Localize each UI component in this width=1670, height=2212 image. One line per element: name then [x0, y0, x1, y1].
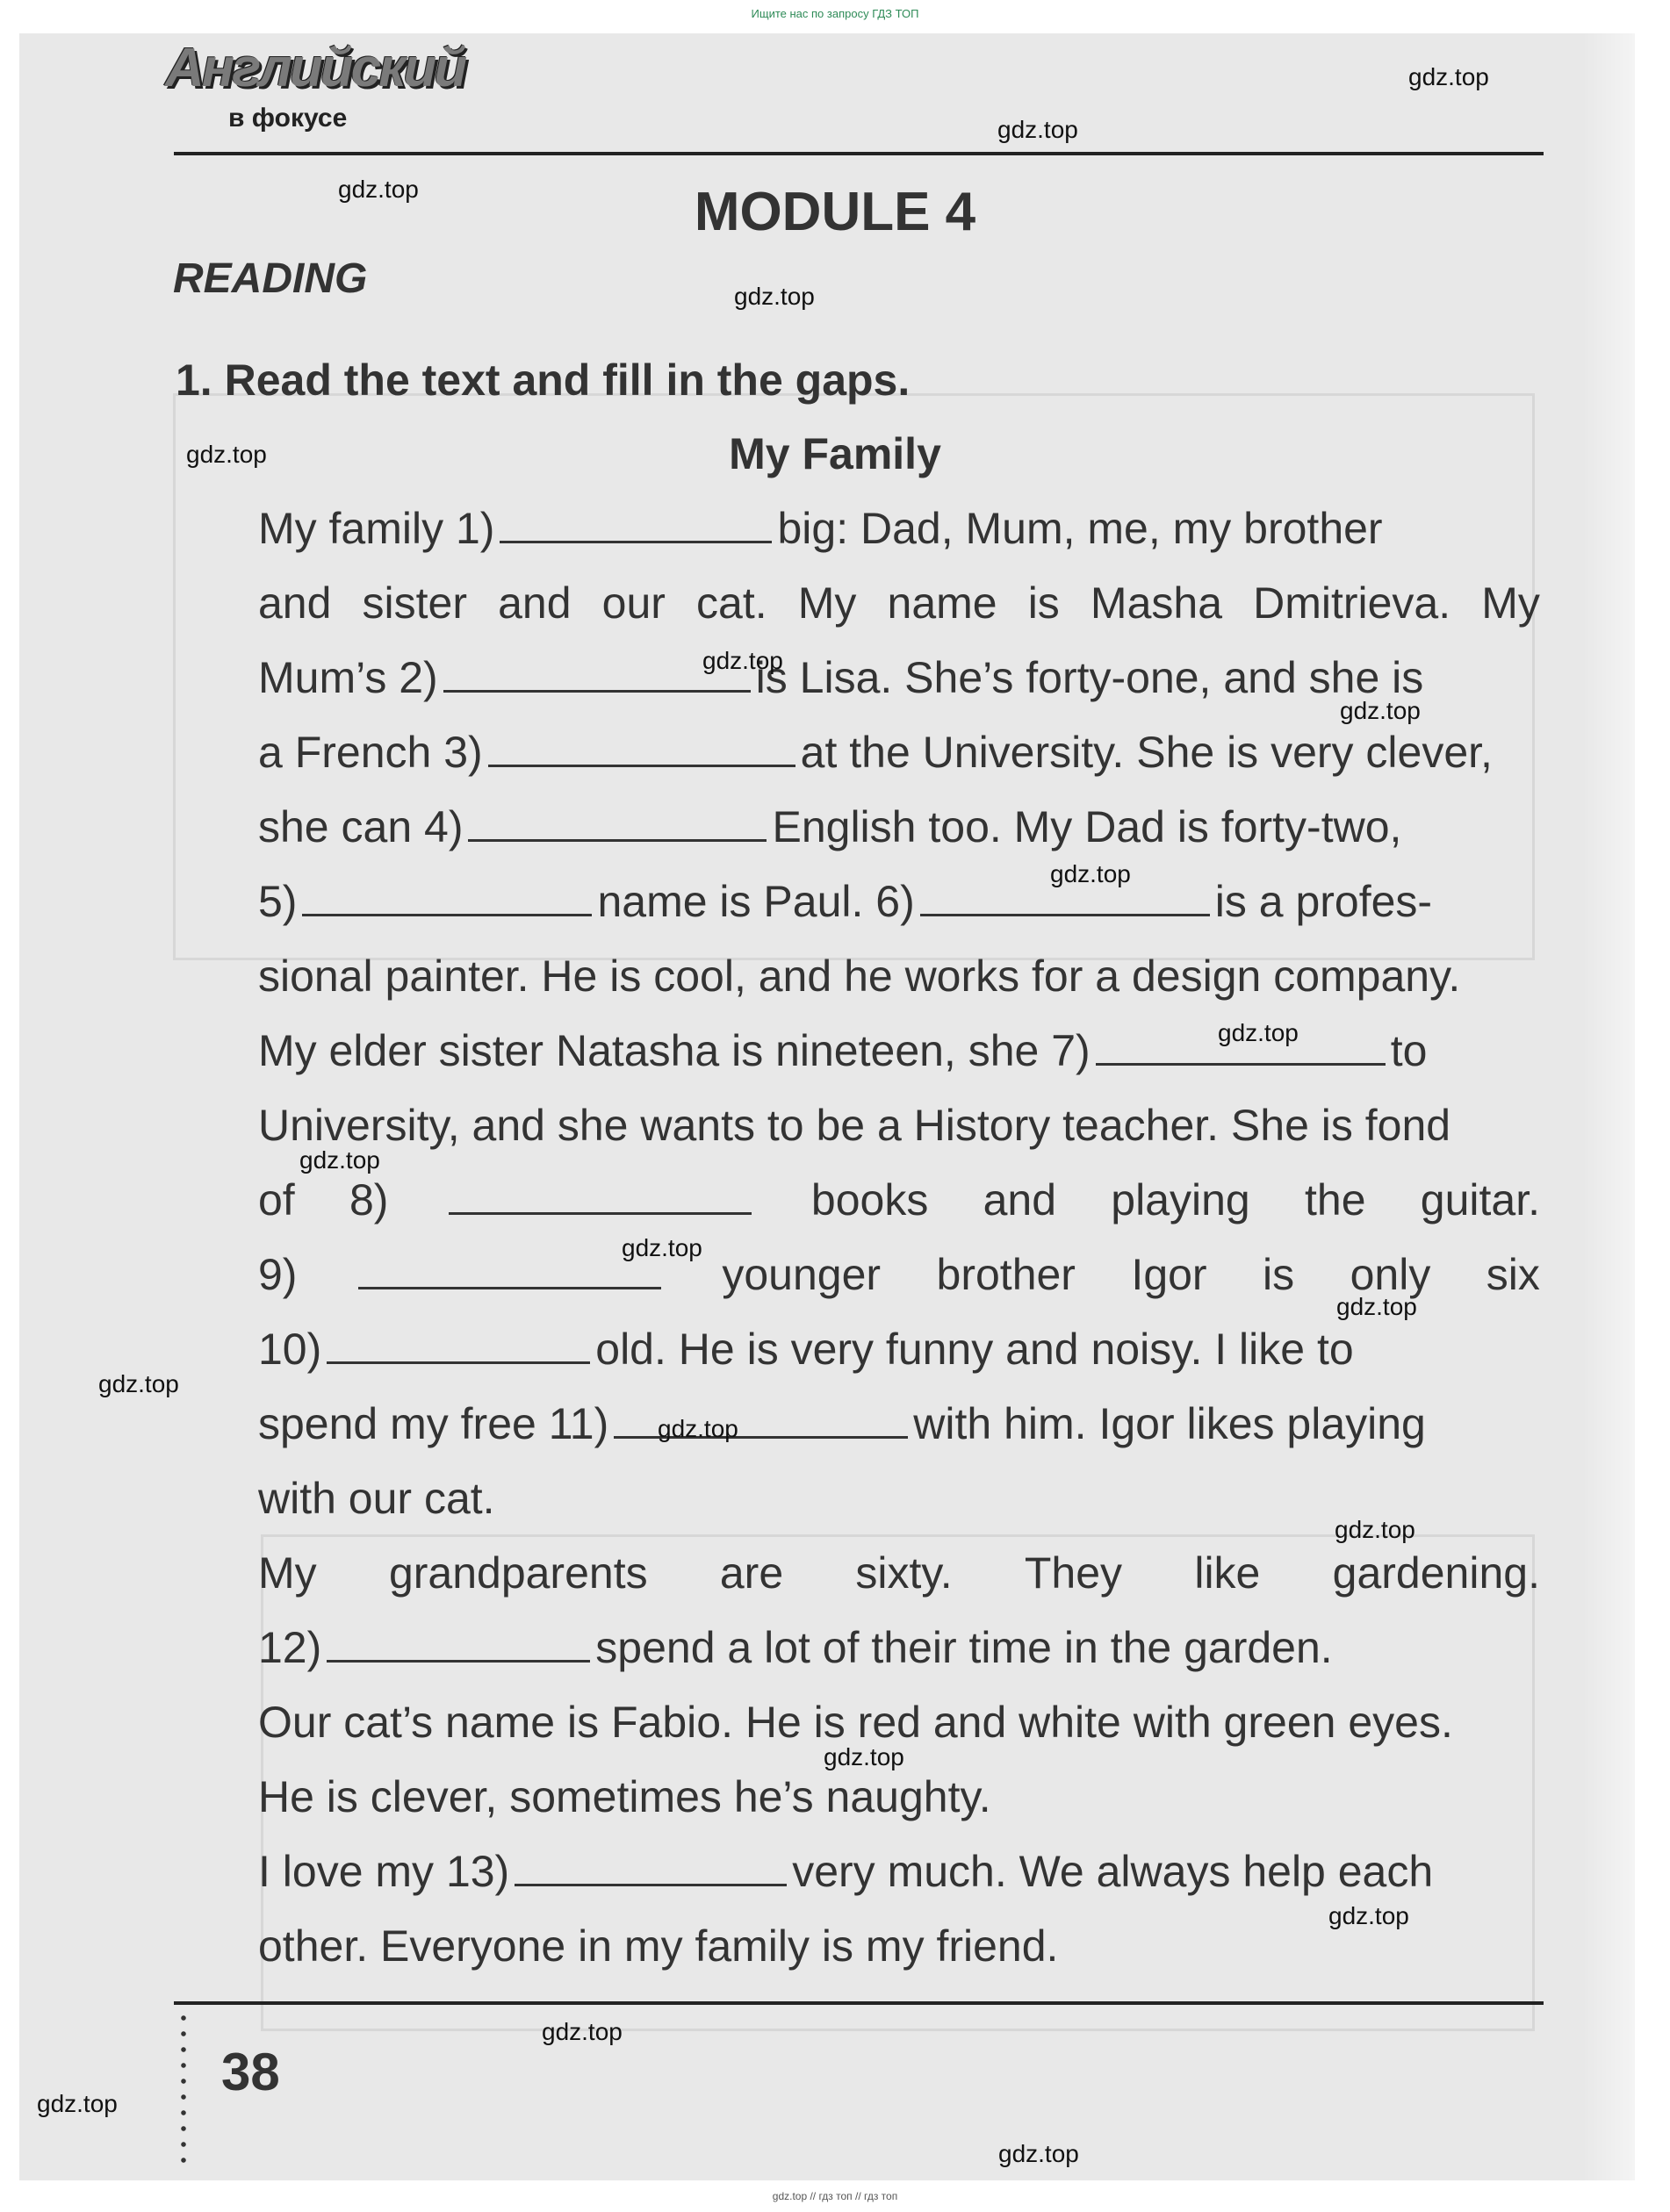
word: brother	[936, 1250, 1076, 1299]
textbook-logo-subtitle: в фокусе	[228, 104, 348, 133]
word: My	[1481, 578, 1540, 628]
word: Igor	[1131, 1250, 1207, 1299]
line-text: name is Paul. 6)	[597, 877, 915, 926]
line-text: she can 4)	[258, 802, 464, 851]
word: and	[258, 578, 332, 628]
watermark: gdz.top	[1335, 1516, 1415, 1543]
blank-gap-5[interactable]	[302, 875, 592, 916]
text-line-6	[258, 875, 1540, 928]
line-text: 12)	[258, 1623, 322, 1672]
text-line-19	[258, 1845, 1540, 1898]
watermark: gdz.top	[998, 2140, 1079, 2167]
line-text: My elder sister Natasha is nineteen, she 7)	[258, 1026, 1091, 1075]
line-text: English too. My Dad is forty-two,	[772, 802, 1402, 851]
watermark: gdz.top	[1328, 1902, 1409, 1929]
text-line-5	[258, 801, 1540, 853]
text-line-9: University, and she wants to be a History teacher. She is fond	[258, 1101, 1451, 1150]
word: and	[983, 1175, 1057, 1224]
text-line-16	[258, 1621, 1540, 1674]
text-title: My Family	[729, 429, 941, 478]
word: our	[601, 578, 666, 628]
text-line-12	[258, 1323, 1540, 1375]
word: grandparents	[388, 1548, 648, 1598]
word: gardening.	[1332, 1548, 1540, 1598]
watermark: gdz.top	[734, 283, 815, 310]
header-rule	[174, 152, 1544, 155]
watermark: gdz.top	[824, 1743, 904, 1770]
line-text: with him. Igor likes playing	[913, 1399, 1426, 1448]
line-text: Mum’s 2)	[258, 653, 438, 702]
text-line-17: Our cat’s name is Fabio. He is red and white with green eyes.	[258, 1698, 1453, 1747]
word: My	[258, 1548, 317, 1598]
word: Masha	[1090, 578, 1222, 628]
blank-gap-10[interactable]	[327, 1323, 590, 1364]
text-line-10	[258, 1174, 1540, 1226]
section-heading: READING	[173, 255, 368, 302]
word: sixty.	[855, 1548, 953, 1598]
word: is	[1027, 578, 1060, 628]
footer-dots	[180, 2010, 187, 2168]
top-search-notice: Ищите нас по запросу ГДЗ ТОП	[751, 7, 919, 20]
line-text: 10)	[258, 1325, 322, 1374]
word: They	[1024, 1548, 1123, 1598]
textbook-logo: Английский	[165, 38, 465, 98]
watermark: gdz.top	[299, 1146, 380, 1174]
text-line-2	[258, 577, 1540, 629]
watermark: gdz.top	[702, 647, 783, 674]
text-line-18: He is clever, sometimes he’s naughty.	[258, 1772, 991, 1821]
line-text: to	[1390, 1026, 1428, 1075]
word: playing	[1111, 1175, 1250, 1224]
blank-gap-8[interactable]	[449, 1174, 752, 1215]
watermark: gdz.top	[1050, 860, 1131, 887]
text-line-8	[258, 1024, 1540, 1077]
word: cat.	[696, 578, 767, 628]
word: name	[887, 578, 997, 628]
line-text: a French 3)	[258, 728, 483, 777]
line-text: 5)	[258, 877, 298, 926]
blank-gap-4[interactable]	[468, 801, 767, 842]
blank-gap-12[interactable]	[327, 1621, 590, 1663]
watermark: gdz.top	[658, 1415, 738, 1442]
text-line-14: with our cat.	[258, 1474, 495, 1523]
watermark: gdz.top	[338, 176, 419, 203]
text-line-7: sional painter. He is cool, and he works for a design company.	[258, 952, 1461, 1001]
word: My	[797, 578, 857, 628]
footer-rule	[174, 2001, 1544, 2005]
exercise-instruction: 1. Read the text and fill in the gaps.	[176, 356, 911, 405]
blank-gap-13[interactable]	[515, 1845, 787, 1886]
word: and	[498, 578, 572, 628]
word: Dmitrieva.	[1253, 578, 1451, 628]
word: sister	[362, 578, 468, 628]
line-text: is a profes-	[1214, 877, 1433, 926]
line-text: is Lisa. She’s forty-one, and she is	[755, 653, 1424, 702]
line-text: at the University. She is very clever,	[800, 728, 1493, 777]
line-text: I love my 13)	[258, 1847, 510, 1896]
text-line-20: other. Everyone in my family is my friend.	[258, 1921, 1059, 1971]
line-text: My family 1)	[258, 504, 495, 553]
word: books	[810, 1175, 929, 1224]
watermark: gdz.top	[997, 116, 1078, 143]
text-line-15	[258, 1547, 1540, 1599]
line-text: old. He is very funny and noisy. I like to	[595, 1325, 1354, 1374]
text-line-1	[258, 502, 1540, 555]
word: six	[1486, 1250, 1540, 1299]
word: 9)	[258, 1250, 298, 1299]
watermark: gdz.top	[622, 1234, 702, 1261]
line-text: spend a lot of their time in the garden.	[595, 1623, 1333, 1672]
bottom-notice: gdz.top // гдз топ // гдз топ	[772, 2190, 898, 2202]
text-line-3	[258, 651, 1540, 704]
word: is	[1263, 1250, 1295, 1299]
blank-gap-1[interactable]	[500, 502, 772, 543]
watermark: gdz.top	[1340, 697, 1421, 724]
line-text: very much. We always help each	[792, 1847, 1434, 1896]
text-line-4	[258, 726, 1540, 779]
line-text: big: Dad, Mum, me, my brother	[777, 504, 1383, 553]
text-line-13	[258, 1397, 1540, 1450]
word: only	[1350, 1250, 1431, 1299]
word: the	[1305, 1175, 1366, 1224]
watermark: gdz.top	[98, 1370, 179, 1397]
word: 8)	[349, 1175, 389, 1224]
watermark: gdz.top	[186, 441, 267, 468]
watermark: gdz.top	[1408, 63, 1489, 90]
word: like	[1194, 1548, 1261, 1598]
blank-gap-9[interactable]	[358, 1248, 661, 1289]
blank-gap-3[interactable]	[488, 726, 795, 767]
word: guitar.	[1420, 1175, 1540, 1224]
watermark: gdz.top	[1336, 1293, 1417, 1320]
watermark: gdz.top	[542, 2018, 623, 2045]
module-title: MODULE 4	[694, 182, 976, 242]
word: younger	[722, 1250, 882, 1299]
line-text: spend my free 11)	[258, 1399, 609, 1448]
watermark: gdz.top	[1218, 1019, 1299, 1046]
page-number: 38	[221, 2043, 280, 2101]
word: of	[258, 1175, 295, 1224]
watermark: gdz.top	[37, 2090, 118, 2117]
word: are	[719, 1548, 784, 1598]
